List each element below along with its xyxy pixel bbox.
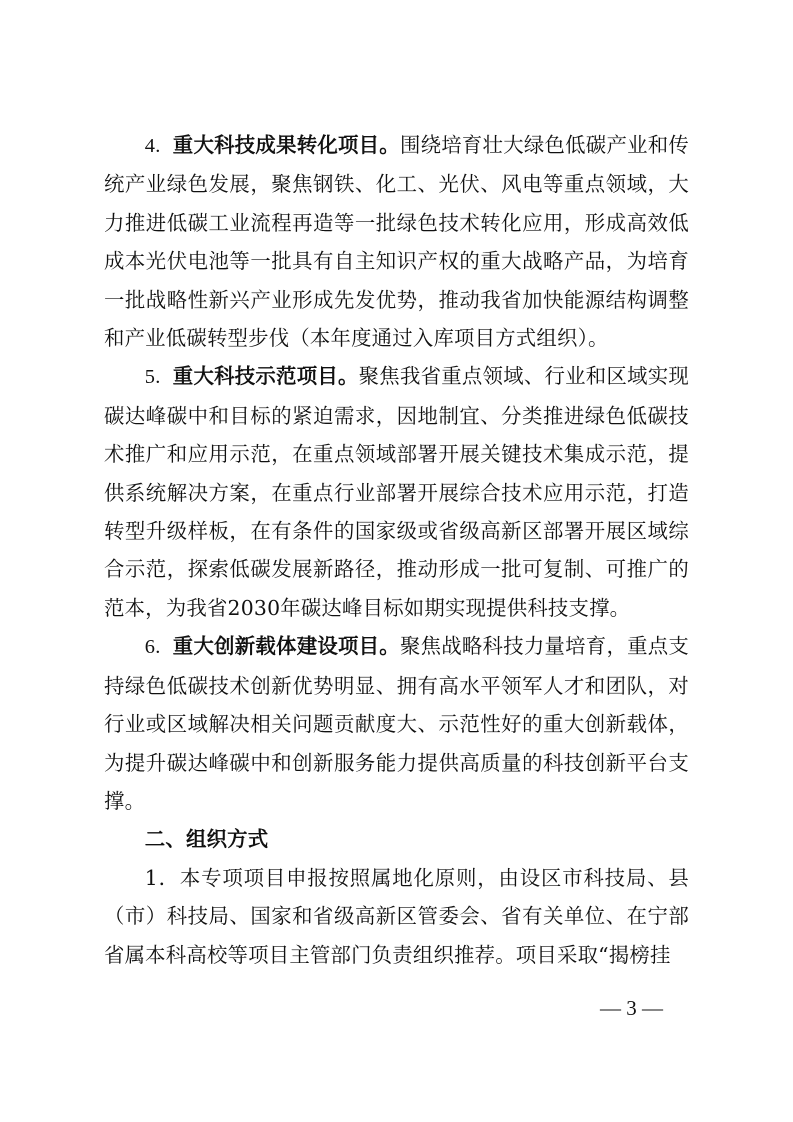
- page-number: — 3 —: [600, 996, 663, 1020]
- paragraph-item-5: [104, 357, 689, 627]
- paragraph-body: 聚焦战略科技力量培育，重点支持绿色低碳技术创新优势明显、拥有高水平领军人才和团队，对行业或区域解决相关问题贡献度大、示范性好的重大创新载体，为提升碳达峰碳中和创新服务能力提供高质量的科技创新平台支撑。: [104, 634, 689, 813]
- paragraph-number: 4.: [144, 135, 161, 157]
- section-heading: 二、组织方式: [144, 827, 269, 852]
- paragraph-body: 聚焦我省重点领域、行业和区域实现碳达峰碳中和目标的紧迫需求，因地制宜、分类推进绿色低碳技术推广和应用示范，在重点领域部署开展关键技术集成示范，提供系统解决方案，在重点行业部署开展综合技术应用示范，打造转型升级样板，在有条件的国家级或省级高新区部署开展区域综合示范，探索低碳发展新路径，推动形成一批可复制、可推广的范本，为我省2030年碳达峰目标如期实现提供科技支撑。: [104, 364, 689, 620]
- paragraph-number: 6.: [144, 636, 161, 659]
- paragraph-body: 围绕培育壮大绿色低碳产业和传统产业绿色发展，聚焦钢铁、化工、光伏、风电等重点领域，大力推进低碳工业流程再造等一批绿色技术转化应用，形成高效低成本光伏电池等一批具有自主知识产权的重大战略产品，为培育一批战略性新兴产业形成先发优势，推动我省加快能源结构调整和产业低碳转型步伐（本年度通过入库项目方式组织）。: [104, 133, 689, 351]
- paragraph-heading: 重大科技成果转化项目。: [172, 133, 400, 157]
- paragraph-item-6: [104, 627, 689, 820]
- paragraph-item-4: [104, 126, 689, 357]
- document-page: [104, 126, 689, 974]
- paragraph-number: 5.: [144, 366, 161, 389]
- paragraph-heading: 重大科技示范项目。: [172, 364, 359, 389]
- section-paragraph: 1．本专项项目申报按照属地化原则，由设区市科技局、县（市）科技局、国家和省级高新区管委会、省有关单位、在宁部省属本科高校等项目主管部门负责组织推荐。项目采取“揭榜挂: [104, 865, 689, 967]
- paragraph-heading: 重大创新载体建设项目。: [172, 634, 400, 659]
